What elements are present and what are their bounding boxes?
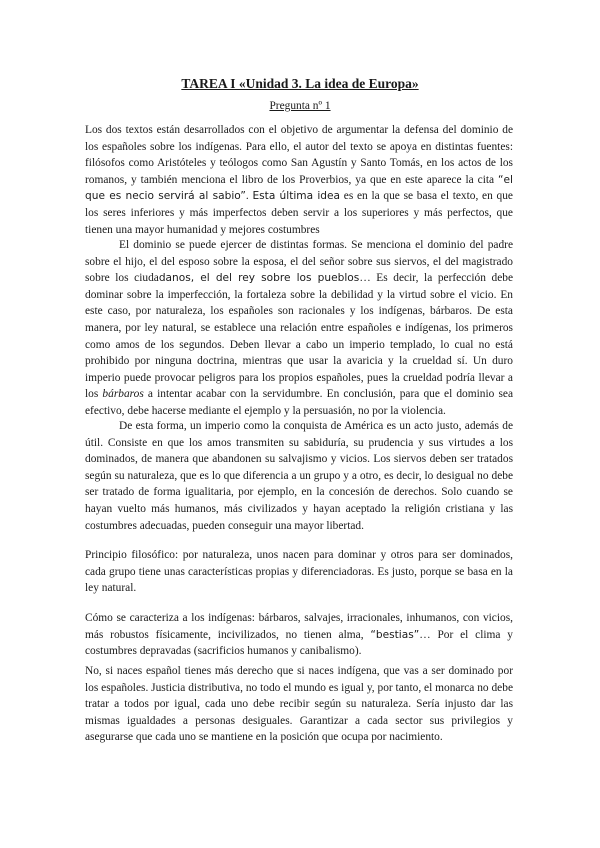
paragraph-5-text-b: … Por el clima y costumbres depravadas (sacrificios humanos y canibalismo). bbox=[85, 628, 513, 658]
paragraph-justice: No, si naces español tienes más derecho que si naces indígena, que vas a ser dominado por los españoles. Justicia distributiva, no todo el mundo es igual y, por tanto, el monarca no debe tratar a todos por igual, cada uno debe recibir según su naturaleza. Sería injusto dar las mismas igualdades a personas desiguales. Garantizar a cada sector sus privilegios y asegurarse que cada uno se mantiene en la posición que ocupa por nacimiento. bbox=[85, 665, 513, 744]
handwritten-fragment-1: Esta última idea bbox=[252, 190, 341, 203]
bestias-quote: “bestias” bbox=[370, 628, 420, 641]
question-heading: Pregunta nº 1 bbox=[269, 100, 331, 112]
handwritten-fragment-2: danos, el del rey sobre los pueblos bbox=[158, 272, 360, 285]
paragraph-5-text-a: Cómo se caracteriza a los indígenas: bárbaros, salvajes, irracionales, inhumanos, con vicios, más robustos físicamente, incivilizados, no tienen alma, bbox=[85, 612, 513, 641]
paragraph-1-text-b: . bbox=[245, 190, 253, 203]
paragraph-indigenous bbox=[85, 610, 513, 660]
proverbs-quote: “el que es necio servirá al sabio” bbox=[85, 173, 513, 203]
paragraph-2 bbox=[85, 237, 513, 420]
italic-word-barbaros: bárbaros bbox=[102, 388, 144, 401]
document-title: TAREA I «Unidad 3. La idea de Europa» bbox=[181, 76, 419, 91]
paragraph-1-text-c: es en la que se basa el texto, en que los seres inferiores y más imperfectos deben servir a los superiores y más perfectos, que tienen una mayor humanidad y mejores costumbres bbox=[85, 190, 513, 236]
paragraph-2-text-c: a intentar acabar con la servidumbre. En conclusión, para que el dominio sea efectivo, debe hacerse mediante el ejemplo y la persuasión, no por la violencia. bbox=[85, 388, 513, 417]
paragraph-1-text-a: Los dos textos están desarrollados con el objetivo de argumentar la defensa del dominio de los españoles sobre los indígenas. Para ello, el autor del texto se apoya en distintas fuentes: filósofos como Aristóteles y teólogos como San Agustín y Santo Tomás, en los actos de los romanos, y también menciona el libro de los Proverbios, ya que en este aparece la cita bbox=[85, 124, 513, 186]
paragraph-principle: Principio filosófico: por naturaleza, unos nacen para dominar y otros para ser dominados, cada grupo tiene unas características propias y diferenciadoras. Es justo, porque se basa en la ley natural. bbox=[85, 549, 513, 595]
paragraph-2-text-b: … Es decir, la perfección debe dominar sobre la imperfección, la fortaleza sobre la debilidad y la virtud sobre el vicio. En este caso, por naturaleza, los españoles son racionales y los indígenas, bárbaros. De esta manera, por ley natural, se establece una relación entre españoles e indígenas, los primeros como amos de los segundos. Deben llevar a cabo un imperio templado, lo cual no está prohibido por ninguna doctrina, mientras que usar la avaricia y la crueldad sí. Un duro imperio puede provocar peligros para los propios españoles, pues la crueldad podría llevar a los bbox=[85, 272, 514, 401]
paragraph-1 bbox=[85, 122, 513, 238]
paragraph-2-text-a: El dominio se puede ejercer de distintas formas. Se menciona el dominio del padre sobre el hijo, el del esposo sobre la esposa, el del señor sobre sus siervos, el del magistrado sobre los ciuda bbox=[85, 239, 513, 285]
paragraph-3: De esta forma, un imperio como la conquista de América es un acto justo, además de útil. Consiste en que los amos transmiten su sabiduría, su prudencia y sus virtudes a los dominados, de manera que abandonen su salvajismo y vicios. Los siervos deben ser tratados según su naturaleza, que es lo que diferencia a un grupo y a otro, es decir, lo desigual no debe ser tratado de forma igualitaria, por ejemplo, en la concesión de derechos. Solo cuando se hayan vuelto más humanos, más civilizados y hayan aceptado la religión cristiana y las costumbres adecuadas, pueden conseguir una mayor libertad. bbox=[85, 420, 513, 532]
